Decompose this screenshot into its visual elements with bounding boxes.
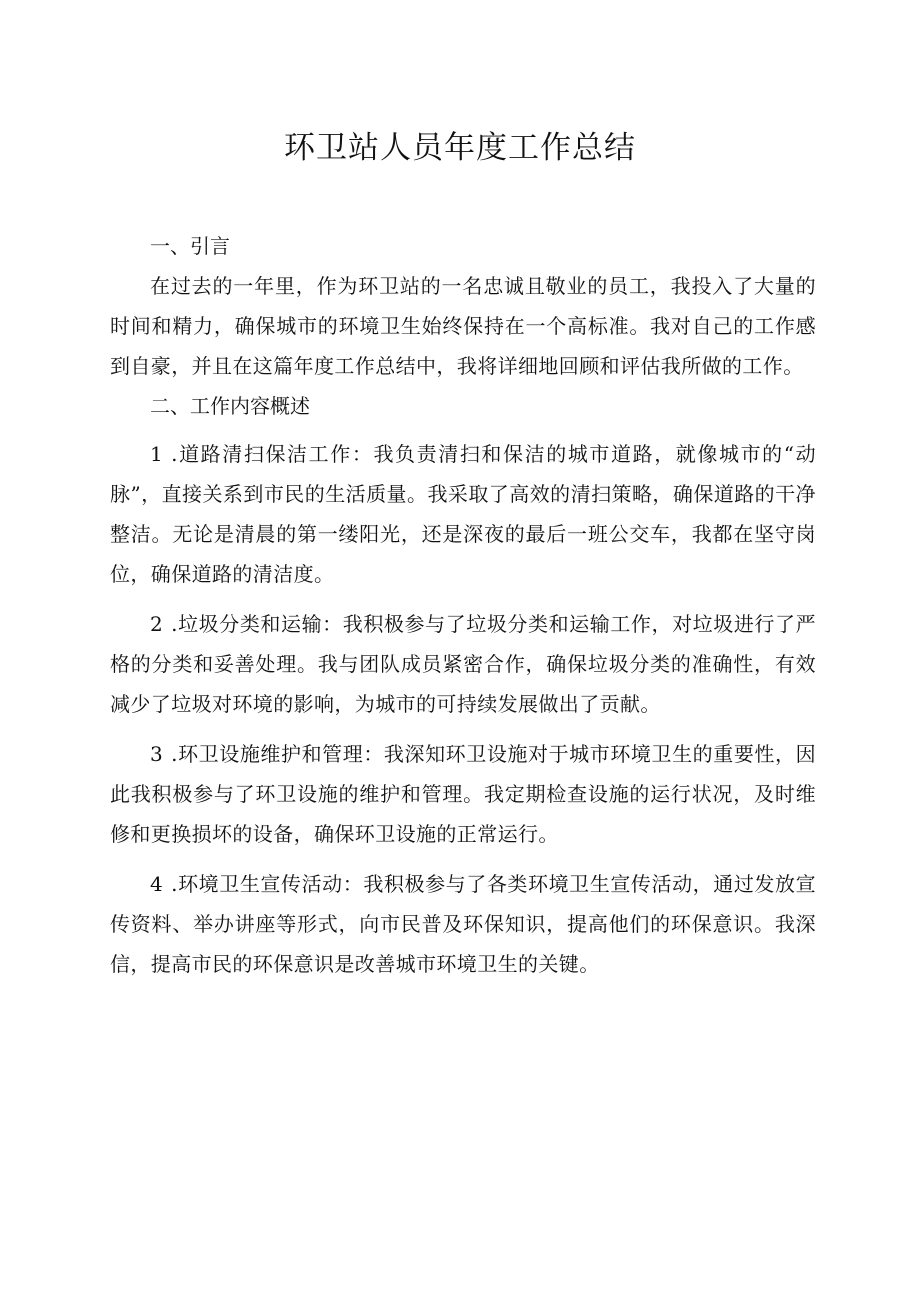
overview-item-4 bbox=[110, 864, 816, 984]
overview-item-2 bbox=[110, 604, 816, 724]
item-text: .垃圾分类和运输：我积极参与了垃圾分类和运输工作，对垃圾进行了严格的分类和妥善处理。我与团队成员紧密合作，确保垃圾分类的准确性，有效减少了垃圾对环境的影响，为城市的可持续发展做出了贡献。 bbox=[110, 612, 816, 716]
item-number: 3 bbox=[150, 742, 164, 766]
item-text: .环卫设施维护和管理：我深知环卫设施对于城市环境卫生的重要性，因此我积极参与了环卫设施的维护和管理。我定期检查设施的运行状况，及时维修和更换损坏的设备，确保环卫设施的正常运行。 bbox=[110, 742, 816, 846]
item-text: .环境卫生宣传活动：我积极参与了各类环境卫生宣传活动，通过发放宣传资料、举办讲座等形式，向市民普及环保知识，提高他们的环保意识。我深信，提高市民的环保意识是改善城市环境卫生的关键。 bbox=[110, 872, 816, 976]
section-heading-intro: 一、引言 bbox=[150, 234, 230, 258]
item-number: 2 bbox=[150, 612, 164, 636]
item-number: 1 bbox=[150, 442, 164, 466]
document-title: 环卫站人员年度工作总结 bbox=[284, 130, 636, 166]
document-body bbox=[110, 226, 816, 984]
overview-item-3 bbox=[110, 734, 816, 854]
item-number: 4 bbox=[150, 872, 164, 896]
overview-item-1 bbox=[110, 434, 816, 594]
section-heading-overview: 二、工作内容概述 bbox=[150, 394, 310, 418]
item-text: .道路清扫保洁工作：我负责清扫和保洁的城市道路，就像城市的“动脉”，直接关系到市民的生活质量。我采取了高效的清扫策略，确保道路的干净整洁。无论是清晨的第一缕阳光，还是深夜的最后一班公交车，我都在坚守岗位，确保道路的清洁度。 bbox=[110, 442, 816, 586]
intro-paragraph: 在过去的一年里，作为环卫站的一名忠诚且敬业的员工，我投入了大量的时间和精力，确保城市的环境卫生始终保持在一个高标准。我对自己的工作感到自豪，并且在这篇年度工作总结中，我将详细地回顾和评估我所做的工作。 bbox=[110, 274, 816, 378]
